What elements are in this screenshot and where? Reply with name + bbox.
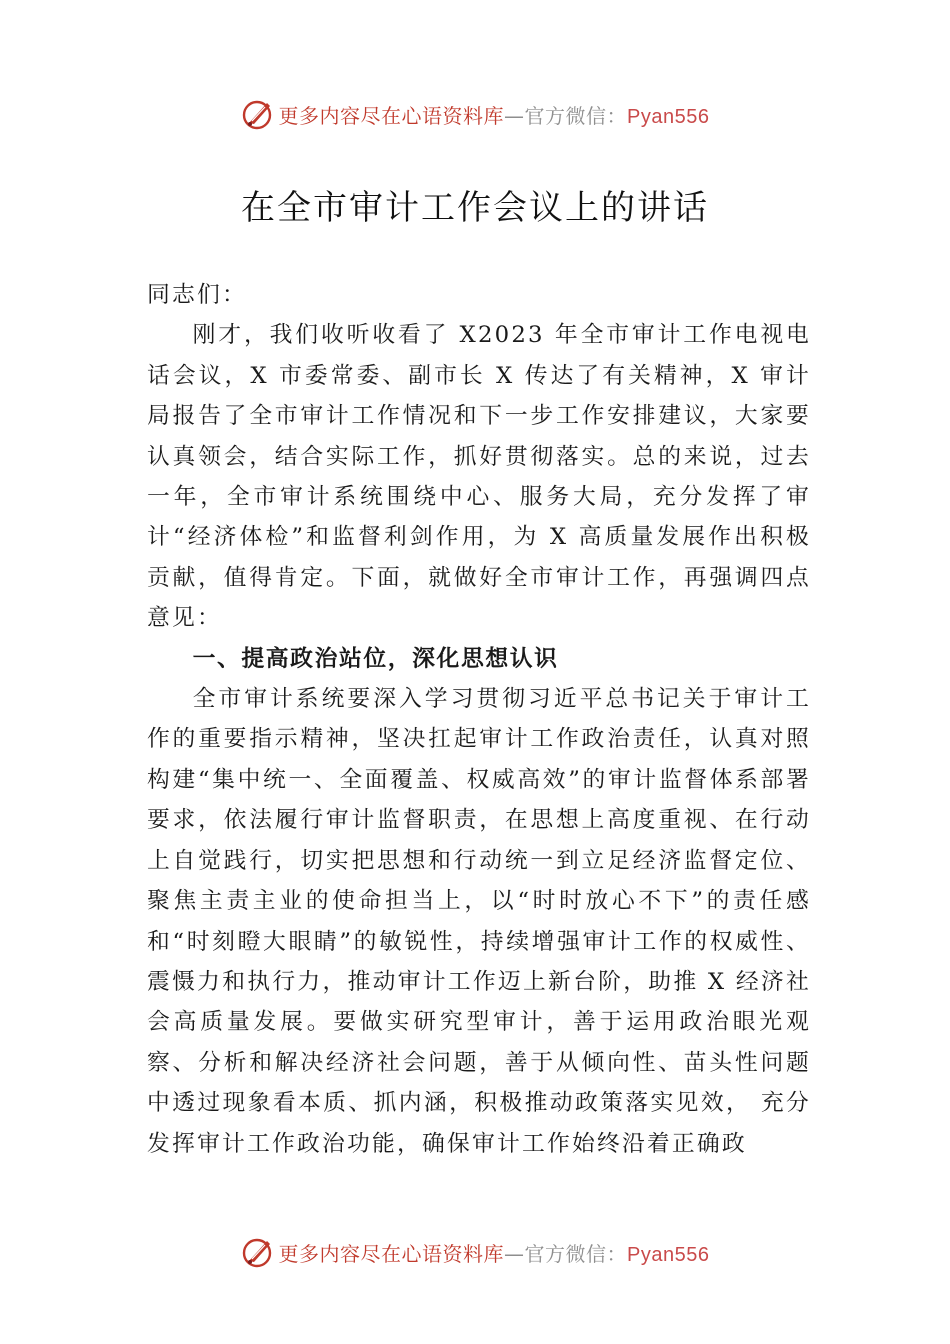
watermark-main: 更多内容尽在心语资料库 <box>278 1241 505 1266</box>
paragraph: 全市审计系统要深入学习贯彻习近平总书记关于审计工作的重要指示精神，坚决扛起审计工作政治责任，认真对照构建“集中统一、全面覆盖、权威高效”的审计监督体系部署要求，依法履行审计监督职责，在思想上高度重视、在行动上自觉践行，切实把思想和行动统一到立足经济监督定位、聚焦主责主业的使命担当上，以“时时放心不下”的责任感和“时刻瞪大眼睛”的敏锐性，持续增强审计工作的权威性、震慑力和执行力，推动审计工作迈上新台阶，助推 X 经济社会高质量发展。要做实研究型审计，善于运用政治眼光观察、分析和解决经济社会问题，善于从倾向性、苗头性问题中透过现象看本质、抓内涵，积极推动政策落实见效， 充分发挥审计工作政治功能，确保审计工作始终沿着正确政 <box>147 686 811 1157</box>
watermark-official: —官方微信： <box>504 1241 628 1266</box>
watermark-text <box>279 1238 710 1267</box>
watermark-official: —官方微信： <box>504 103 628 128</box>
section-heading: 一、提高政治站位，深化思想认识 <box>192 645 559 672</box>
salutation: 同志们： <box>147 282 247 308</box>
watermark-id: Pyan556 <box>627 105 710 128</box>
paragraph: 刚才，我们收听收看了 X2023 年全市审计工作电视电话会议，X 市委常委、副市长 X 传达了有关精神，X 审计局报告了全市审计工作情况和下一步工作安排建议，大家要认真领会，结合实际工作，抓好贯彻落实。总的来说，过去一年，全市审计系统围绕中心、服务大局，充分发挥了审计“经济体检”和监督利剑作用，为 X 高质量发展作出积极贡献，值得肯定。下面，就做好全市审计工作，再强调四点意见： <box>147 322 811 632</box>
feather-pen-circle-icon <box>241 1235 275 1269</box>
watermark-header <box>0 94 950 134</box>
watermark-id: Pyan556 <box>627 1243 710 1266</box>
document-body <box>147 275 811 1164</box>
watermark-footer <box>0 1232 950 1272</box>
document-title: 在全市审计工作会议上的讲话 <box>241 188 709 228</box>
feather-pen-circle-icon <box>241 97 275 131</box>
watermark-main: 更多内容尽在心语资料库 <box>278 103 505 128</box>
watermark-text <box>279 100 710 129</box>
